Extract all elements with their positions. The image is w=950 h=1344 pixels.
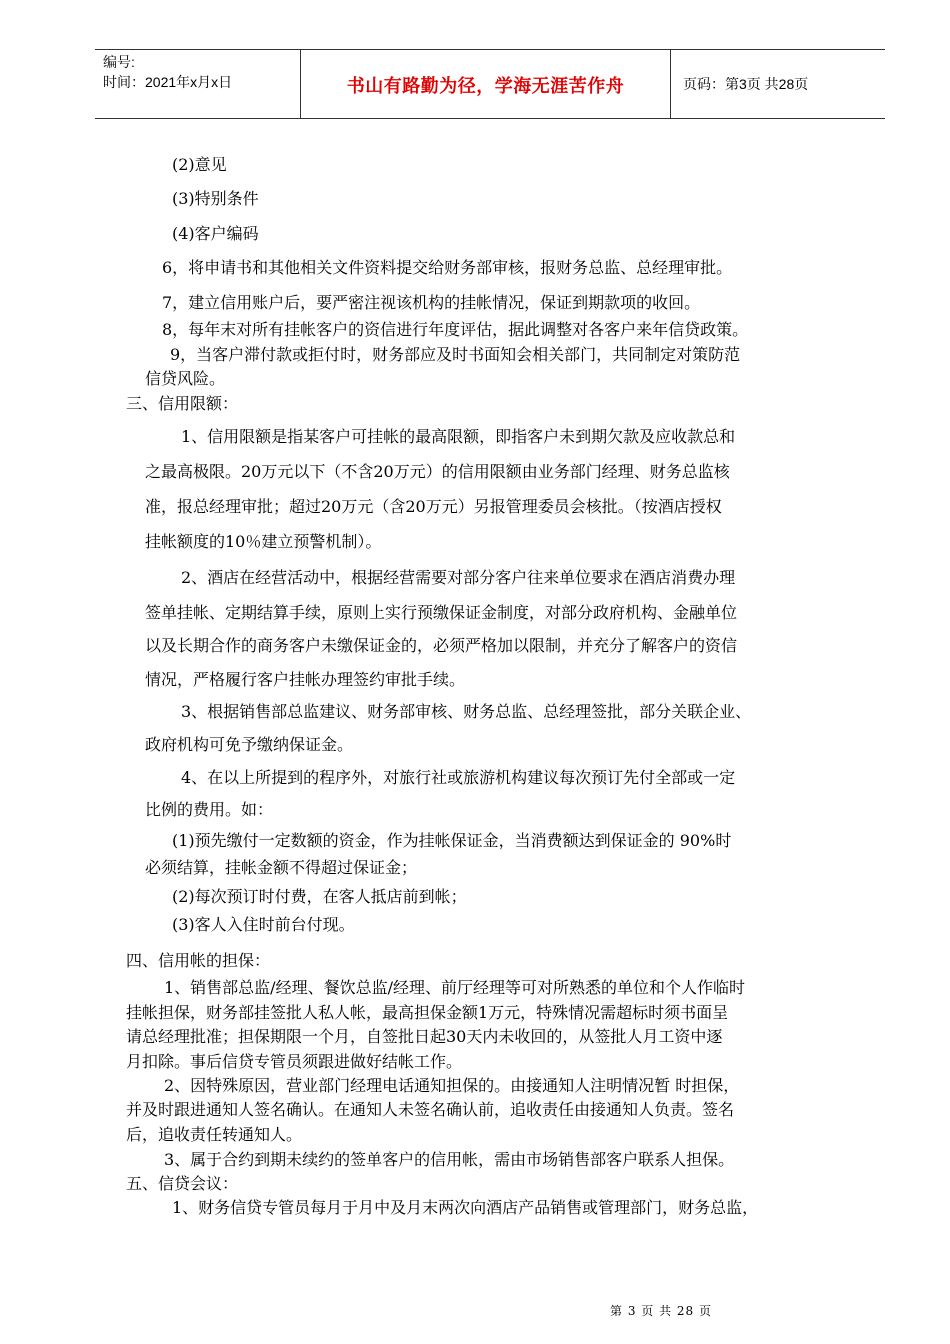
text-line: 情况，严格履行客户挂帐办理签约审批手续。: [145, 670, 466, 689]
page-footer: 第 3 页 共 28 页: [610, 1304, 712, 1318]
text-line: (1)预先缴付一定数额的资金，作为挂帐保证金，当消费额达到保证金的 90%时: [172, 831, 732, 850]
text-line: 挂帐担保，财务部挂签批人私人帐，最高担保金额1万元，特殊情况需超标时须书面呈: [126, 1003, 729, 1022]
text-line: 后，追收责任转通知人。: [126, 1125, 303, 1144]
text-line: 2、因特殊原因，营业部门经理电话通知担保的。由接通知人注明情况暂 时担保，: [164, 1076, 740, 1095]
text-line: 信贷风险。: [145, 369, 226, 388]
text-line: (3)特别条件: [172, 189, 259, 208]
text-line: 签单挂帐、定期结算手续，原则上实行预缴保证金制度，对部分政府机构、金融单位: [145, 603, 738, 622]
text-line: 并及时跟进通知人签名确认。在通知人未签名确认前，追收责任由接通知人负责。签名: [126, 1100, 735, 1119]
section-heading: 五、信贷会议：: [126, 1174, 239, 1193]
text-line: 9，当客户滞付款或拒付时，财务部应及时书面知会相关部门，共同制定对策防范: [170, 345, 741, 364]
text-line: 1、财务信贷专管员每月于月中及月末两次向酒店产品销售或管理部门，财务总监，: [172, 1198, 759, 1217]
time-label: 时间：2021年x月x日: [103, 74, 233, 90]
text-line: 6，将申请书和其他相关文件资料提交给财务部审核，报财务总监、总经理审批。: [162, 258, 733, 277]
text-line: (3)客人入住时前台付现。: [172, 915, 355, 934]
text-line: 月扣除。事后信贷专管员须跟进做好结帐工作。: [126, 1052, 463, 1071]
text-line: (2)每次预订时付费，在客人抵店前到帐；: [172, 887, 467, 906]
number-label: 编号:: [103, 54, 135, 70]
header-page-number: 页码：第3页 共28页: [683, 76, 809, 92]
text-line: 必须结算，挂帐金额不得超过保证金；: [145, 858, 418, 877]
text-line: 以及长期合作的商务客户未缴保证金的，必须严格加以限制，并充分了解客户的资信: [145, 636, 738, 655]
text-line: 准，报总经理审批；超过20万元（含20万元）另报管理委员会核批。（按酒店授权: [145, 497, 722, 516]
text-line: 4、在以上所提到的程序外，对旅行社或旅游机构建议每次预订先付全部或一定: [181, 768, 736, 787]
text-line: 3、根据销售部总监建议、财务部审核、财务总监、总经理签批，部分关联企业、: [181, 702, 752, 721]
text-line: 8，每年末对所有挂帐客户的资信进行年度评估，据此调整对各客户来年信贷政策。: [162, 320, 749, 339]
text-line: 1、销售部总监/经理、餐饮总监/经理、前厅经理等可对所熟悉的单位和个人作临时: [164, 978, 745, 997]
text-line: 7，建立信用账户后，要严密注视该机构的挂帐情况，保证到期款项的收回。: [162, 293, 701, 312]
text-line: 政府机构可免予缴纳保证金。: [145, 735, 354, 754]
text-line: 请总经理批准；担保期限一个月，自签批日起30天内未收回的，从签批人月工资中逐: [126, 1027, 723, 1046]
text-line: (4)客户编码: [172, 224, 259, 243]
section-heading: 四、信用帐的担保：: [126, 951, 271, 970]
text-line: 比例的费用。如：: [145, 800, 274, 819]
text-line: 3、属于合约到期未续约的签单客户的信用帐，需由市场销售部客户联系人担保。: [164, 1150, 735, 1169]
text-line: 之最高极限。20万元以下（不含20万元）的信用限额由业务部门经理、财务总监核: [145, 462, 730, 481]
text-line: 1、信用限额是指某客户可挂帐的最高限额，即指客户未到期欠款及应收款总和: [181, 427, 736, 446]
header-motto: 书山有路勤为径，学海无涯苦作舟: [346, 76, 625, 96]
text-line: 2、酒店在经营活动中，根据经营需要对部分客户往来单位要求在酒店消费办理: [181, 568, 736, 587]
text-line: (2)意见: [172, 155, 227, 174]
text-line: 挂帐额度的10％建立预警机制）。: [145, 532, 382, 551]
section-heading: 三、信用限额：: [126, 394, 239, 413]
